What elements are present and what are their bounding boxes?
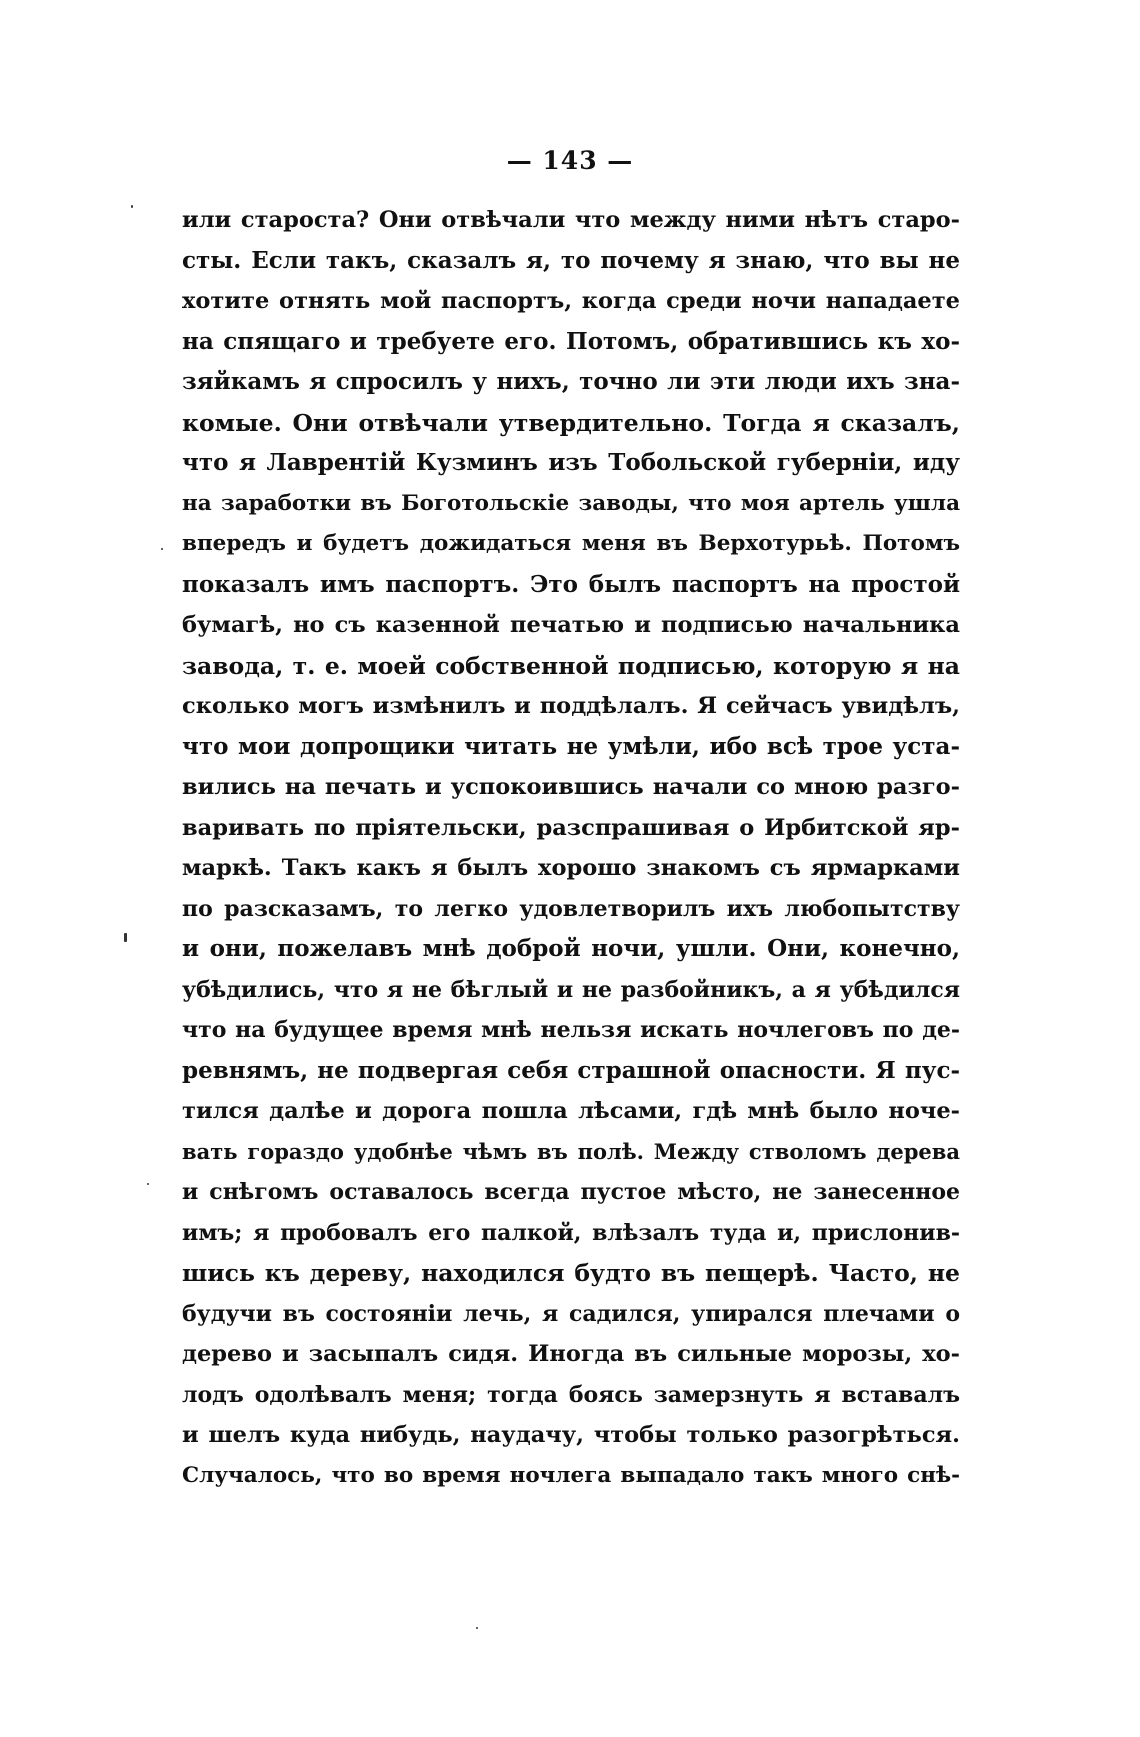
text-line: будучи въ состояніи лечь, я садился, упирался плечами о (182, 1300, 960, 1327)
text-line: тился далѣе и дорога пошла лѣсами, гдѣ мнѣ было ноче- (182, 1098, 960, 1124)
text-line: показалъ имъ паспортъ. Это былъ паспортъ на простой (182, 570, 960, 598)
text-line: по разсказамъ, то легко удовлетворилъ ихъ любопытству (182, 895, 960, 922)
text-line: что я Лаврентій Кузминъ изъ Тобольской губерніи, иду (182, 449, 960, 476)
text-line: и шелъ куда нибудь, наудачу, чтобы только разогрѣться. (182, 1422, 960, 1448)
text-line: завода, т. е. моей собственной подписью, которую я на (182, 651, 960, 680)
text-line: и они, пожелавъ мнѣ доброй ночи, ушли. Они, конечно, (182, 935, 960, 962)
text-line: что мои допрощики читать не умѣли, ибо всѣ трое уста- (182, 732, 960, 760)
text-line: варивать по пріятельски, разспрашивая о Ирбитской яр- (182, 814, 960, 841)
text-line: шись къ дереву, находился будто въ пещерѣ. Часто, не (182, 1259, 960, 1287)
text-line: на спящаго и требуете его. Потомъ, обратившись къ хо- (182, 327, 960, 355)
text-line: маркѣ. Такъ какъ я былъ хорошо знакомъ съ ярмарками (182, 855, 960, 881)
body-text (182, 200, 960, 1496)
text-line: что на будущее время мнѣ нельзя искать ночлеговъ по де- (182, 1017, 960, 1043)
text-line: впередъ и будетъ дожидаться меня въ Верхотурьѣ. Потомъ (182, 531, 960, 556)
text-line: сколько могъ измѣнилъ и поддѣлалъ. Я сейчасъ увидѣлъ, (182, 693, 960, 719)
text-line: хотите отнять мой паспортъ, когда среди ночи нападаете (182, 288, 960, 314)
text-line: дерево и засыпалъ сидя. Иногда въ сильные морозы, хо- (182, 1341, 960, 1367)
page-number: — 143 — (506, 146, 634, 175)
text-line: бумагѣ, но съ казенной печатью и подписью начальника (182, 612, 960, 638)
text-line: сты. Если такъ, сказалъ я, то почему я знаю, что вы не (182, 246, 960, 274)
text-line: имъ; я пробовалъ его палкой, влѣзалъ туда и, прислонив- (182, 1219, 960, 1246)
text-line: ревнямъ, не подвергая себя страшной опасности. Я пус- (182, 1056, 960, 1084)
text-line: Случалось, что во время ночлега выпадало такъ много снѣ- (182, 1462, 960, 1488)
scan-speck (124, 933, 127, 942)
scan-speck (131, 205, 133, 208)
text-line: комые. Они отвѣчали утвердительно. Тогда я сказалъ, (182, 408, 960, 437)
scan-speck (476, 1627, 478, 1629)
text-line: лодъ одолѣвалъ меня; тогда боясь замерзнуть я вставалъ (182, 1381, 960, 1408)
scan-speck (161, 548, 163, 550)
text-line: зяйкамъ я спросилъ у нихъ, точно ли эти люди ихъ зна- (182, 368, 960, 395)
text-line: вать гораздо удобнѣе чѣмъ въ полѣ. Между стволомъ дерева (182, 1138, 960, 1164)
text-line: или староста? Они отвѣчали что между ними нѣтъ старо- (182, 207, 960, 233)
text-line: и снѣгомъ оставалось всегда пустое мѣсто, не занесенное (182, 1179, 960, 1205)
text-line: убѣдились, что я не бѣглый и не разбойникъ, а я убѣдился (182, 976, 960, 1003)
scan-speck (147, 1183, 149, 1185)
text-line: на заработки въ Боготольскіе заводы, что моя артель ушла (182, 490, 960, 516)
text-line: вились на печать и успокоившись начали со мною разго- (182, 774, 960, 800)
